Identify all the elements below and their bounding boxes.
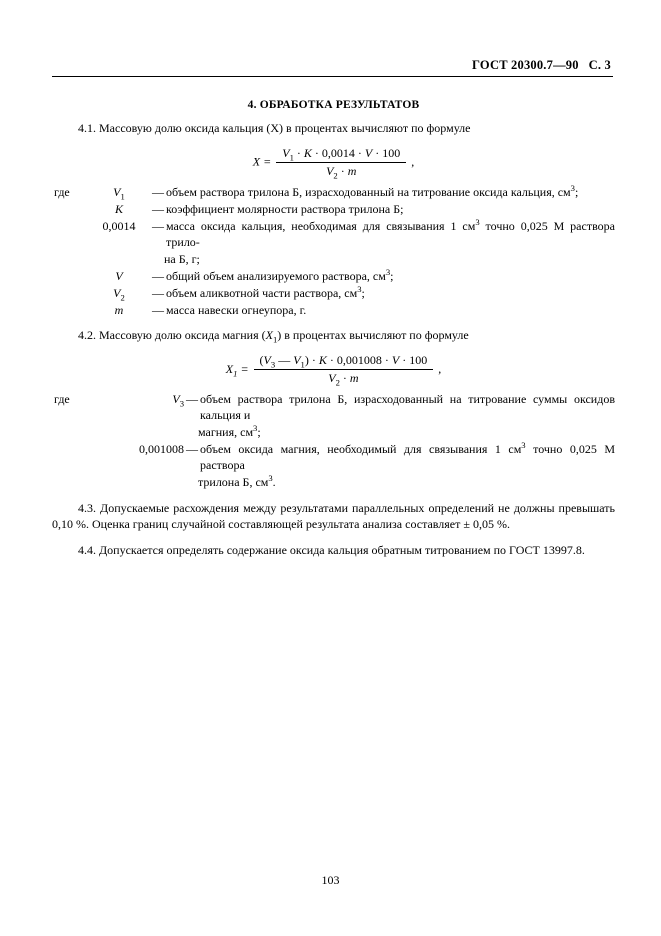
definition-term: 0,0014 (102, 218, 136, 233)
definition-dash: — (152, 184, 164, 199)
definition-dash: — (152, 285, 164, 300)
page-number: 103 (321, 873, 340, 887)
clause-4-2-text: 4.2. Массовую долю оксида магния $(X_1)$ в процентах вычисляют по формуле (78, 328, 469, 345)
definition-dash: — (152, 268, 164, 283)
definition-row (52, 216, 615, 251)
definition-row (52, 182, 615, 202)
section-title: 4. ОБРАБОТКА РЕЗУЛЬТАТОВ (247, 99, 420, 111)
definition-desc: объем оксида магния, необходимый для связывания 1 $см^3$ точно 0,025 М раствора (200, 440, 615, 473)
definition-desc-continued: на Б, г; (164, 251, 200, 266)
clause-4-4-text: 4.4. Допускается определять содержание оксида кальция обратным титрованием по ГОСТ 13997.8. (78, 542, 585, 557)
header-page-label: С. 3 (588, 58, 611, 72)
definition-row (52, 442, 615, 474)
header-divider (52, 76, 613, 77)
definition-desc-continued: трилона Б, $см^3$. (198, 473, 276, 490)
definition-desc: объем раствора трилона Б, израсходованный на титрование суммы оксидов кальция и (200, 392, 615, 423)
definition-desc: масса оксида кальция, необходимая для связывания 1 $см^3$ точно 0,025 М раствора трило- (166, 216, 615, 249)
definition-row-continuation (52, 475, 615, 491)
definition-list-1 (52, 182, 615, 319)
definition-dash: — (186, 442, 198, 457)
definition-row-continuation (52, 425, 615, 441)
formula-magnesium-oxide: $X_1$ = $\frac{(V_3 — V_1) \cdot K \cdot 0,001008 \cdot V \cdot 100}{V_2 \cdot m}$ , (225, 353, 442, 388)
formula-calcium-oxide: X = $\frac{V_1 \cdot K \cdot 0,0014 \cdot V \cdot 100}{V_2 \cdot m}$ , (252, 145, 415, 181)
clause-4-1-text: 4.1. Массовую долю оксида кальция (X) в процентах вычисляют по формуле (78, 121, 471, 135)
definition-gde-label: где (54, 392, 70, 407)
definition-row (52, 303, 615, 319)
definition-term: $V_2$ (113, 285, 125, 302)
definition-term: m (114, 302, 124, 317)
definition-term: V (115, 268, 123, 283)
definition-row (52, 283, 615, 302)
definition-desc: объем раствора трилона Б, израсходованный на титрование оксида кальция, $см^3$; (166, 182, 579, 199)
definition-row-continuation (52, 252, 615, 268)
definition-row (52, 266, 615, 285)
definition-desc-continued: магния, $см^3$; (198, 423, 261, 440)
definition-term: $V_1$ (113, 184, 125, 202)
clause-4-3-text: 4.3. Допускаемые расхождения между результатами параллельных определений не должны превышать 0,10 %. Оценка границ случайной составляющей результата анализа составляет ± 0,05 %. (52, 501, 615, 531)
definition-list-2 (52, 392, 615, 491)
page-header (52, 58, 615, 73)
definition-row (52, 392, 615, 424)
definition-gde-label: где (54, 184, 70, 199)
definition-dash: — (152, 218, 164, 233)
definition-dash: — (152, 302, 164, 317)
definition-desc: коэффициент молярности раствора трилона Б; (166, 201, 404, 216)
definition-desc: объем аликвотной части раствора, $см^3$; (166, 283, 365, 300)
definition-row (52, 202, 615, 218)
definition-desc: масса навески огнеупора, г. (166, 302, 307, 317)
header-standard: ГОСТ 20300.7—90 (472, 58, 579, 72)
definition-dash: — (186, 392, 198, 407)
definition-dash: — (152, 201, 164, 216)
definition-desc: общий объем анализируемого раствора, $см^3$; (166, 266, 394, 283)
definition-term: $V_3$ (172, 392, 184, 409)
definition-term: 0,001008 (139, 442, 184, 457)
definition-term: K (114, 201, 123, 216)
